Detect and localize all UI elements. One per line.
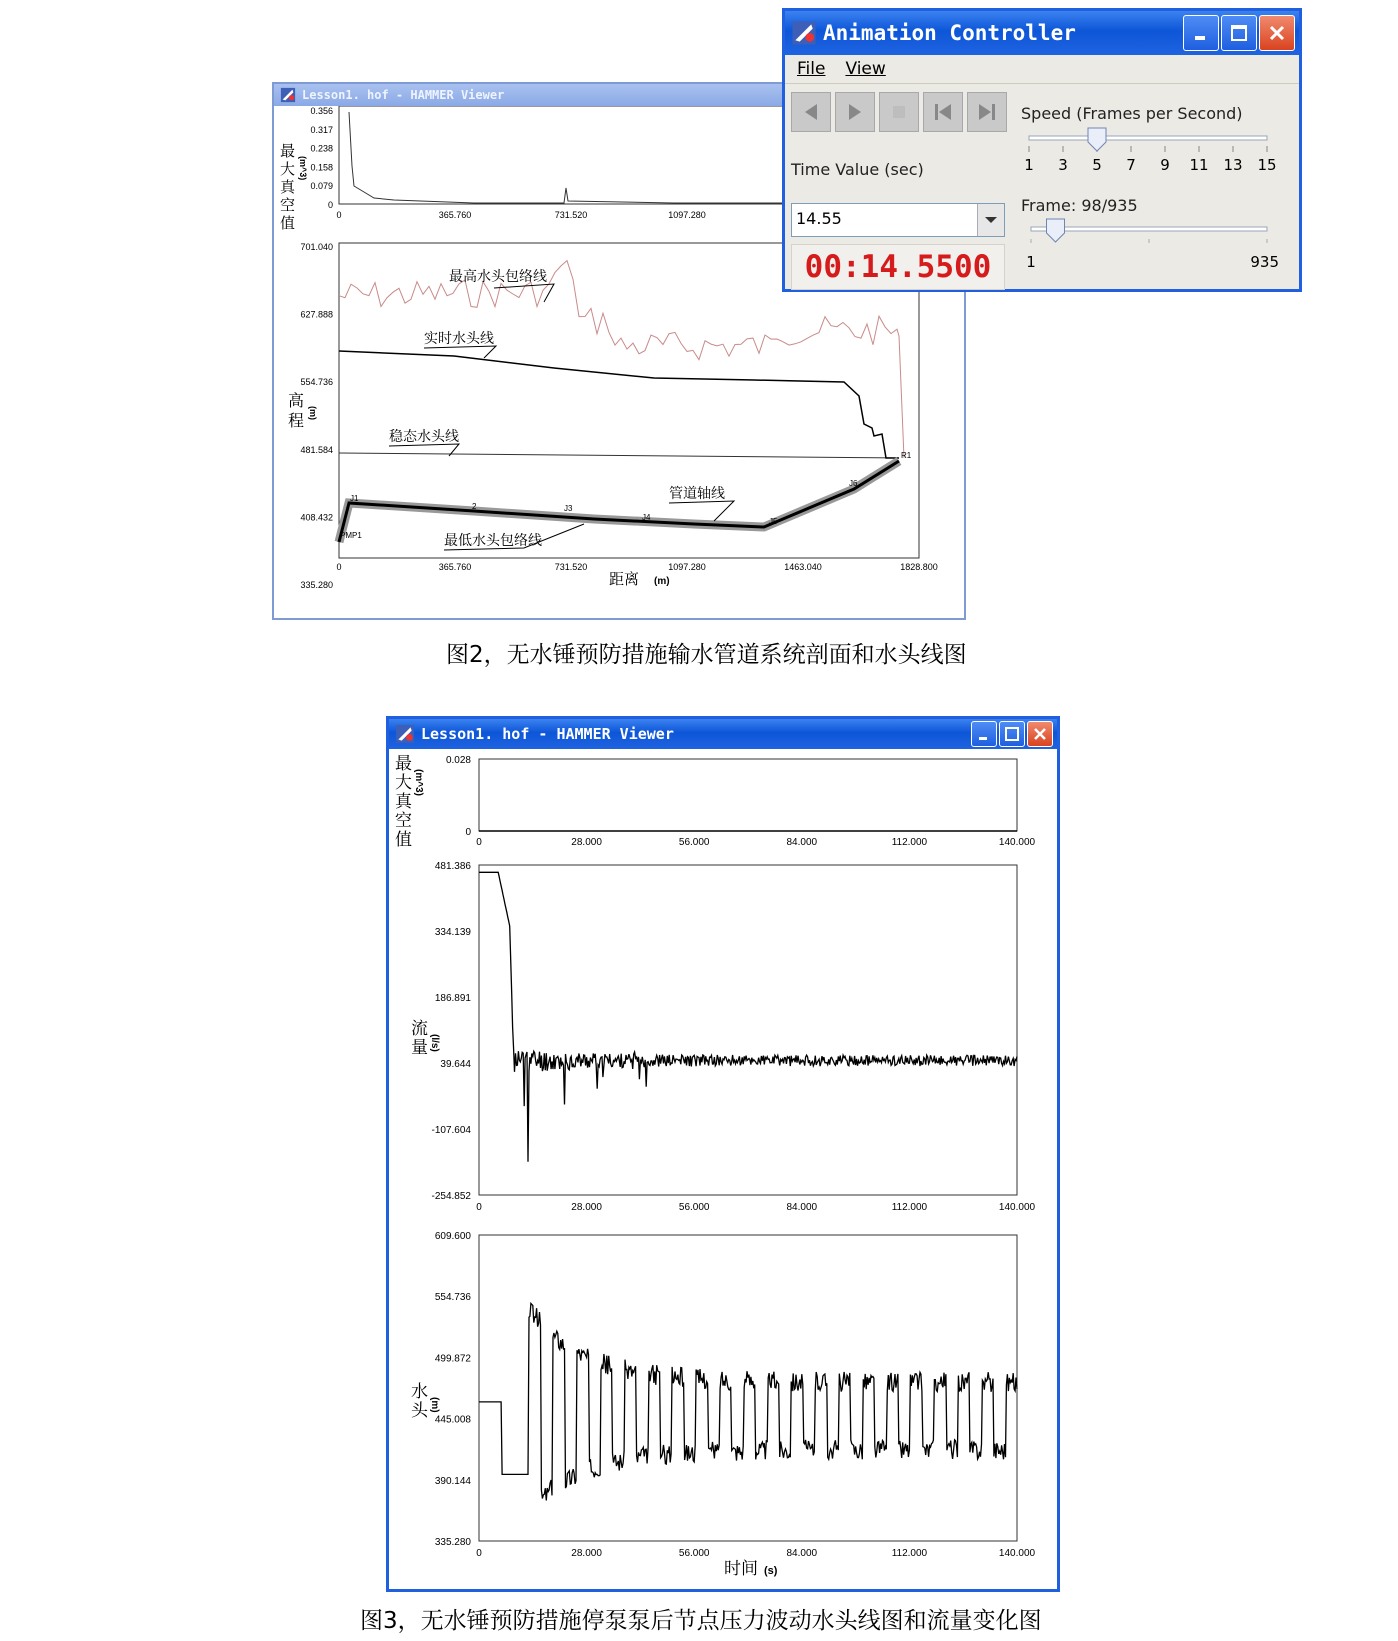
fig3-titlebar[interactable] bbox=[389, 719, 1057, 749]
go-to-start-button[interactable] bbox=[923, 92, 963, 132]
fig2-min-head-band bbox=[339, 461, 899, 542]
controller-body bbox=[785, 84, 1299, 289]
fig3-flow-curve bbox=[479, 872, 1017, 1161]
fig3-flow-xtick: 56.000 bbox=[678, 1202, 710, 1213]
speed-tick: 11 bbox=[1189, 156, 1209, 174]
fig2-profile-xtick: 1828.800 bbox=[900, 562, 938, 572]
fig2-profile-ytick: 408.432 bbox=[300, 512, 333, 523]
fig3-flow-xtick: 112.000 bbox=[891, 1202, 928, 1213]
fig3-vacuum-xtick: 84.000 bbox=[786, 837, 818, 848]
fig2-top-xtick: 731.520 bbox=[554, 210, 588, 220]
fig2-profile-ytick: 335.280 bbox=[300, 580, 333, 590]
speed-tick: 1 bbox=[1024, 156, 1034, 174]
fig2-label-max-head: 最高水头包络线 bbox=[449, 268, 547, 284]
fig3-head-ytick: 554.736 bbox=[434, 1292, 471, 1304]
close-button[interactable] bbox=[1259, 15, 1295, 51]
fig2-top-ytick: 0.238 bbox=[310, 143, 333, 154]
fig2-top-ytick: 0.356 bbox=[310, 106, 333, 116]
node-label-r1: R1 bbox=[901, 451, 912, 460]
minimize-icon bbox=[976, 726, 992, 742]
axis-unit: (l/s) bbox=[429, 1034, 440, 1052]
speed-label: Speed (Frames per Second) bbox=[1021, 104, 1243, 123]
fig3-head-xtick: 0 bbox=[476, 1548, 482, 1559]
time-value-text: 14.55 bbox=[796, 209, 842, 228]
speed-slider-thumb[interactable] bbox=[1088, 128, 1106, 151]
node-label-2: 2 bbox=[472, 502, 477, 511]
fig2-top-ytick: 0 bbox=[327, 200, 333, 210]
controller-menubar bbox=[785, 55, 1299, 84]
fig2-profile-xtick: 0 bbox=[336, 562, 342, 572]
fig3-flow-ytick: -107.604 bbox=[431, 1125, 471, 1136]
fig3-flow-ytick: -254.852 bbox=[431, 1191, 471, 1202]
fig2-top-xtick: 0 bbox=[336, 210, 342, 220]
controller-window-buttons bbox=[1183, 15, 1295, 51]
fig2-top-xtick: 365.760 bbox=[438, 210, 472, 220]
fig3-flow-ytick: 334.139 bbox=[434, 927, 471, 938]
fig3-head-ytick: 499.872 bbox=[434, 1353, 471, 1365]
fig3-head-ytick: 609.600 bbox=[434, 1231, 471, 1242]
fig3-head-xtick: 112.000 bbox=[891, 1548, 928, 1559]
animation-controller-window bbox=[782, 8, 1302, 292]
fig3-head-ytick: 335.280 bbox=[434, 1537, 471, 1548]
step-back-icon bbox=[799, 100, 823, 124]
fig3-head-xtick: 140.000 bbox=[998, 1548, 1036, 1559]
node-label-j6: J6 bbox=[849, 479, 858, 488]
fig3-vacuum-ytick: 0.028 bbox=[445, 755, 471, 766]
fig3-flow-ytick: 39.644 bbox=[440, 1059, 471, 1070]
fig3-head-xtick: 28.000 bbox=[571, 1548, 602, 1559]
fig2-profile-ytick: 701.040 bbox=[300, 242, 333, 252]
frame-label: Frame: 98/935 bbox=[1021, 196, 1138, 215]
fig2-label-realtime-head: 实时水头线 bbox=[424, 330, 494, 346]
controller-titlebar[interactable] bbox=[785, 11, 1299, 55]
speed-tick: 3 bbox=[1058, 156, 1068, 174]
fig3-vacuum-xtick: 112.000 bbox=[891, 837, 928, 848]
fig2-profile-xtick: 1463.040 bbox=[784, 562, 822, 572]
node-label-j4: J4 bbox=[642, 513, 651, 522]
node-label-j5: J5 bbox=[769, 517, 778, 526]
fig3-vacuum-frame bbox=[479, 759, 1017, 831]
node-label-j3: J3 bbox=[564, 504, 573, 513]
hammer-app-icon bbox=[791, 20, 817, 46]
fig3-maximize-button[interactable] bbox=[999, 721, 1025, 747]
fig3-vacuum-xtick: 56.000 bbox=[678, 837, 710, 848]
fig2-top-ytick: 0.158 bbox=[310, 162, 333, 173]
speed-tick: 13 bbox=[1223, 156, 1243, 174]
frame-slider[interactable] bbox=[1021, 217, 1291, 287]
time-value-dropdown-button[interactable] bbox=[977, 204, 1004, 236]
fig2-label-min-head: 最低水头包络线 bbox=[444, 532, 542, 548]
maximize-icon bbox=[1004, 726, 1020, 742]
fig3-xunit: (s) bbox=[764, 1565, 778, 1577]
hammer-app-icon bbox=[280, 87, 296, 103]
fig3-close-button[interactable] bbox=[1027, 721, 1053, 747]
fig3-flow-xtick: 84.000 bbox=[786, 1202, 818, 1213]
fig3-flow-ytick: 481.386 bbox=[434, 861, 471, 872]
fig3-window-title: Lesson1. hof - HAMMER Viewer bbox=[421, 725, 674, 743]
fig2-top-ytick: 0.079 bbox=[310, 181, 333, 192]
frame-slider-thumb[interactable] bbox=[1047, 219, 1065, 242]
speed-slider[interactable] bbox=[1021, 126, 1291, 196]
fig3-head-ytick: 445.008 bbox=[434, 1414, 471, 1426]
fig3-head-xtick: 56.000 bbox=[678, 1548, 710, 1559]
fig2-top-xtick: 1097.280 bbox=[668, 210, 706, 220]
speed-tick: 5 bbox=[1092, 156, 1102, 174]
fig2-top-ytick: 0.317 bbox=[310, 124, 333, 135]
fig3-head-curve bbox=[479, 1303, 1017, 1500]
fig2-profile-ytick: 627.888 bbox=[300, 309, 333, 320]
controller-title: Animation Controller bbox=[823, 21, 1076, 45]
fig3-flow-ylabel: 流量 bbox=[411, 1019, 428, 1057]
axis-unit: (m^3) bbox=[413, 769, 424, 796]
fig3-flow-xtick: 28.000 bbox=[571, 1202, 602, 1213]
minimize-button[interactable] bbox=[1183, 15, 1219, 51]
fig3-window-buttons bbox=[971, 721, 1053, 747]
skip-end-icon bbox=[975, 100, 999, 124]
fig2-steady-head-line bbox=[339, 453, 899, 458]
fig2-window-title: Lesson1. hof - HAMMER Viewer bbox=[302, 88, 505, 102]
fig2-profile-xlabel: 距离 bbox=[609, 571, 640, 588]
fig2-profile-ylabel: 高程 bbox=[288, 393, 305, 430]
fig3-caption: 图3，无水锤预防措施停泵泵后节点压力波动水头线图和流量变化图 bbox=[360, 1608, 1042, 1634]
fig2-profile-xtick: 365.760 bbox=[438, 562, 472, 572]
fig2-profile-xunit: (m) bbox=[654, 576, 670, 587]
fig2-profile-ytick: 481.584 bbox=[300, 444, 333, 455]
fig2-label-steady-head: 稳态水头线 bbox=[389, 428, 459, 444]
play-icon bbox=[843, 100, 867, 124]
fig2-profile-xtick: 731.520 bbox=[554, 562, 588, 572]
hammer-app-icon bbox=[395, 724, 415, 744]
frame-min-label: 1 bbox=[1026, 253, 1036, 271]
fig3-vacuum-ylabel: 最大真空值 bbox=[395, 754, 412, 849]
node-label-j1: J1 bbox=[350, 494, 359, 503]
speed-tick: 7 bbox=[1126, 156, 1136, 174]
stop-icon bbox=[887, 100, 911, 124]
axis-unit: (m) bbox=[308, 406, 318, 420]
fig3-plot-area bbox=[389, 749, 1057, 1589]
step-back-button[interactable] bbox=[791, 92, 831, 132]
fig3-flow-xtick: 0 bbox=[476, 1202, 482, 1213]
fig2-vacuum-curve bbox=[349, 112, 854, 203]
fig3-vacuum-xtick: 140.000 bbox=[998, 837, 1036, 848]
time-value-label: Time Value (sec) bbox=[791, 160, 924, 179]
time-clock-display: 00:14.5500 bbox=[791, 244, 1005, 290]
speed-tick: 9 bbox=[1160, 156, 1170, 174]
maximize-icon bbox=[1229, 23, 1249, 43]
axis-unit: (m) bbox=[429, 1397, 440, 1413]
go-to-end-button[interactable] bbox=[967, 92, 1007, 132]
frame-max-label: 935 bbox=[1250, 253, 1279, 271]
play-button[interactable] bbox=[835, 92, 875, 132]
speed-tick: 15 bbox=[1257, 156, 1277, 174]
fig3-flow-frame bbox=[479, 865, 1017, 1195]
minimize-icon bbox=[1191, 23, 1211, 43]
fig3-flow-xtick: 140.000 bbox=[998, 1202, 1036, 1213]
fig3-svg bbox=[389, 749, 1057, 1589]
fig2-profile-ytick: 554.736 bbox=[300, 377, 333, 388]
close-icon bbox=[1032, 726, 1048, 742]
fig3-vacuum-xtick: 0 bbox=[476, 837, 482, 848]
fig2-label-pipe-axis: 管道轴线 bbox=[669, 485, 725, 501]
fig3-minimize-button[interactable] bbox=[971, 721, 997, 747]
menu-file[interactable]: File bbox=[797, 59, 826, 79]
fig3-vacuum-xtick: 28.000 bbox=[571, 837, 602, 848]
fig3-vacuum-ytick: 0 bbox=[465, 827, 471, 838]
menu-view[interactable]: View bbox=[845, 59, 886, 79]
fig2-caption: 图2，无水锤预防措施输水管道系统剖面和水头线图 bbox=[446, 642, 967, 668]
fig3-flow-ytick: 186.891 bbox=[434, 993, 471, 1004]
fig3-head-ytick: 390.144 bbox=[434, 1475, 471, 1487]
axis-unit: (m^3) bbox=[298, 156, 308, 181]
fig3-viewer-window bbox=[386, 716, 1060, 1592]
fig3-head-ylabel: 水头 bbox=[411, 1382, 428, 1420]
stop-button[interactable] bbox=[879, 92, 919, 132]
node-label-pmp1: PMP1 bbox=[340, 531, 362, 540]
maximize-button[interactable] bbox=[1221, 15, 1257, 51]
fig3-head-xtick: 84.000 bbox=[786, 1548, 818, 1559]
time-value-combobox[interactable] bbox=[791, 203, 1005, 237]
skip-start-icon bbox=[931, 100, 955, 124]
close-icon bbox=[1267, 23, 1287, 43]
chevron-down-icon bbox=[984, 215, 998, 225]
fig2-top-ylabel: 最大真空值 bbox=[280, 143, 296, 232]
fig2-profile-xtick: 1097.280 bbox=[668, 562, 706, 572]
fig3-xlabel: 时间 bbox=[724, 1559, 758, 1578]
